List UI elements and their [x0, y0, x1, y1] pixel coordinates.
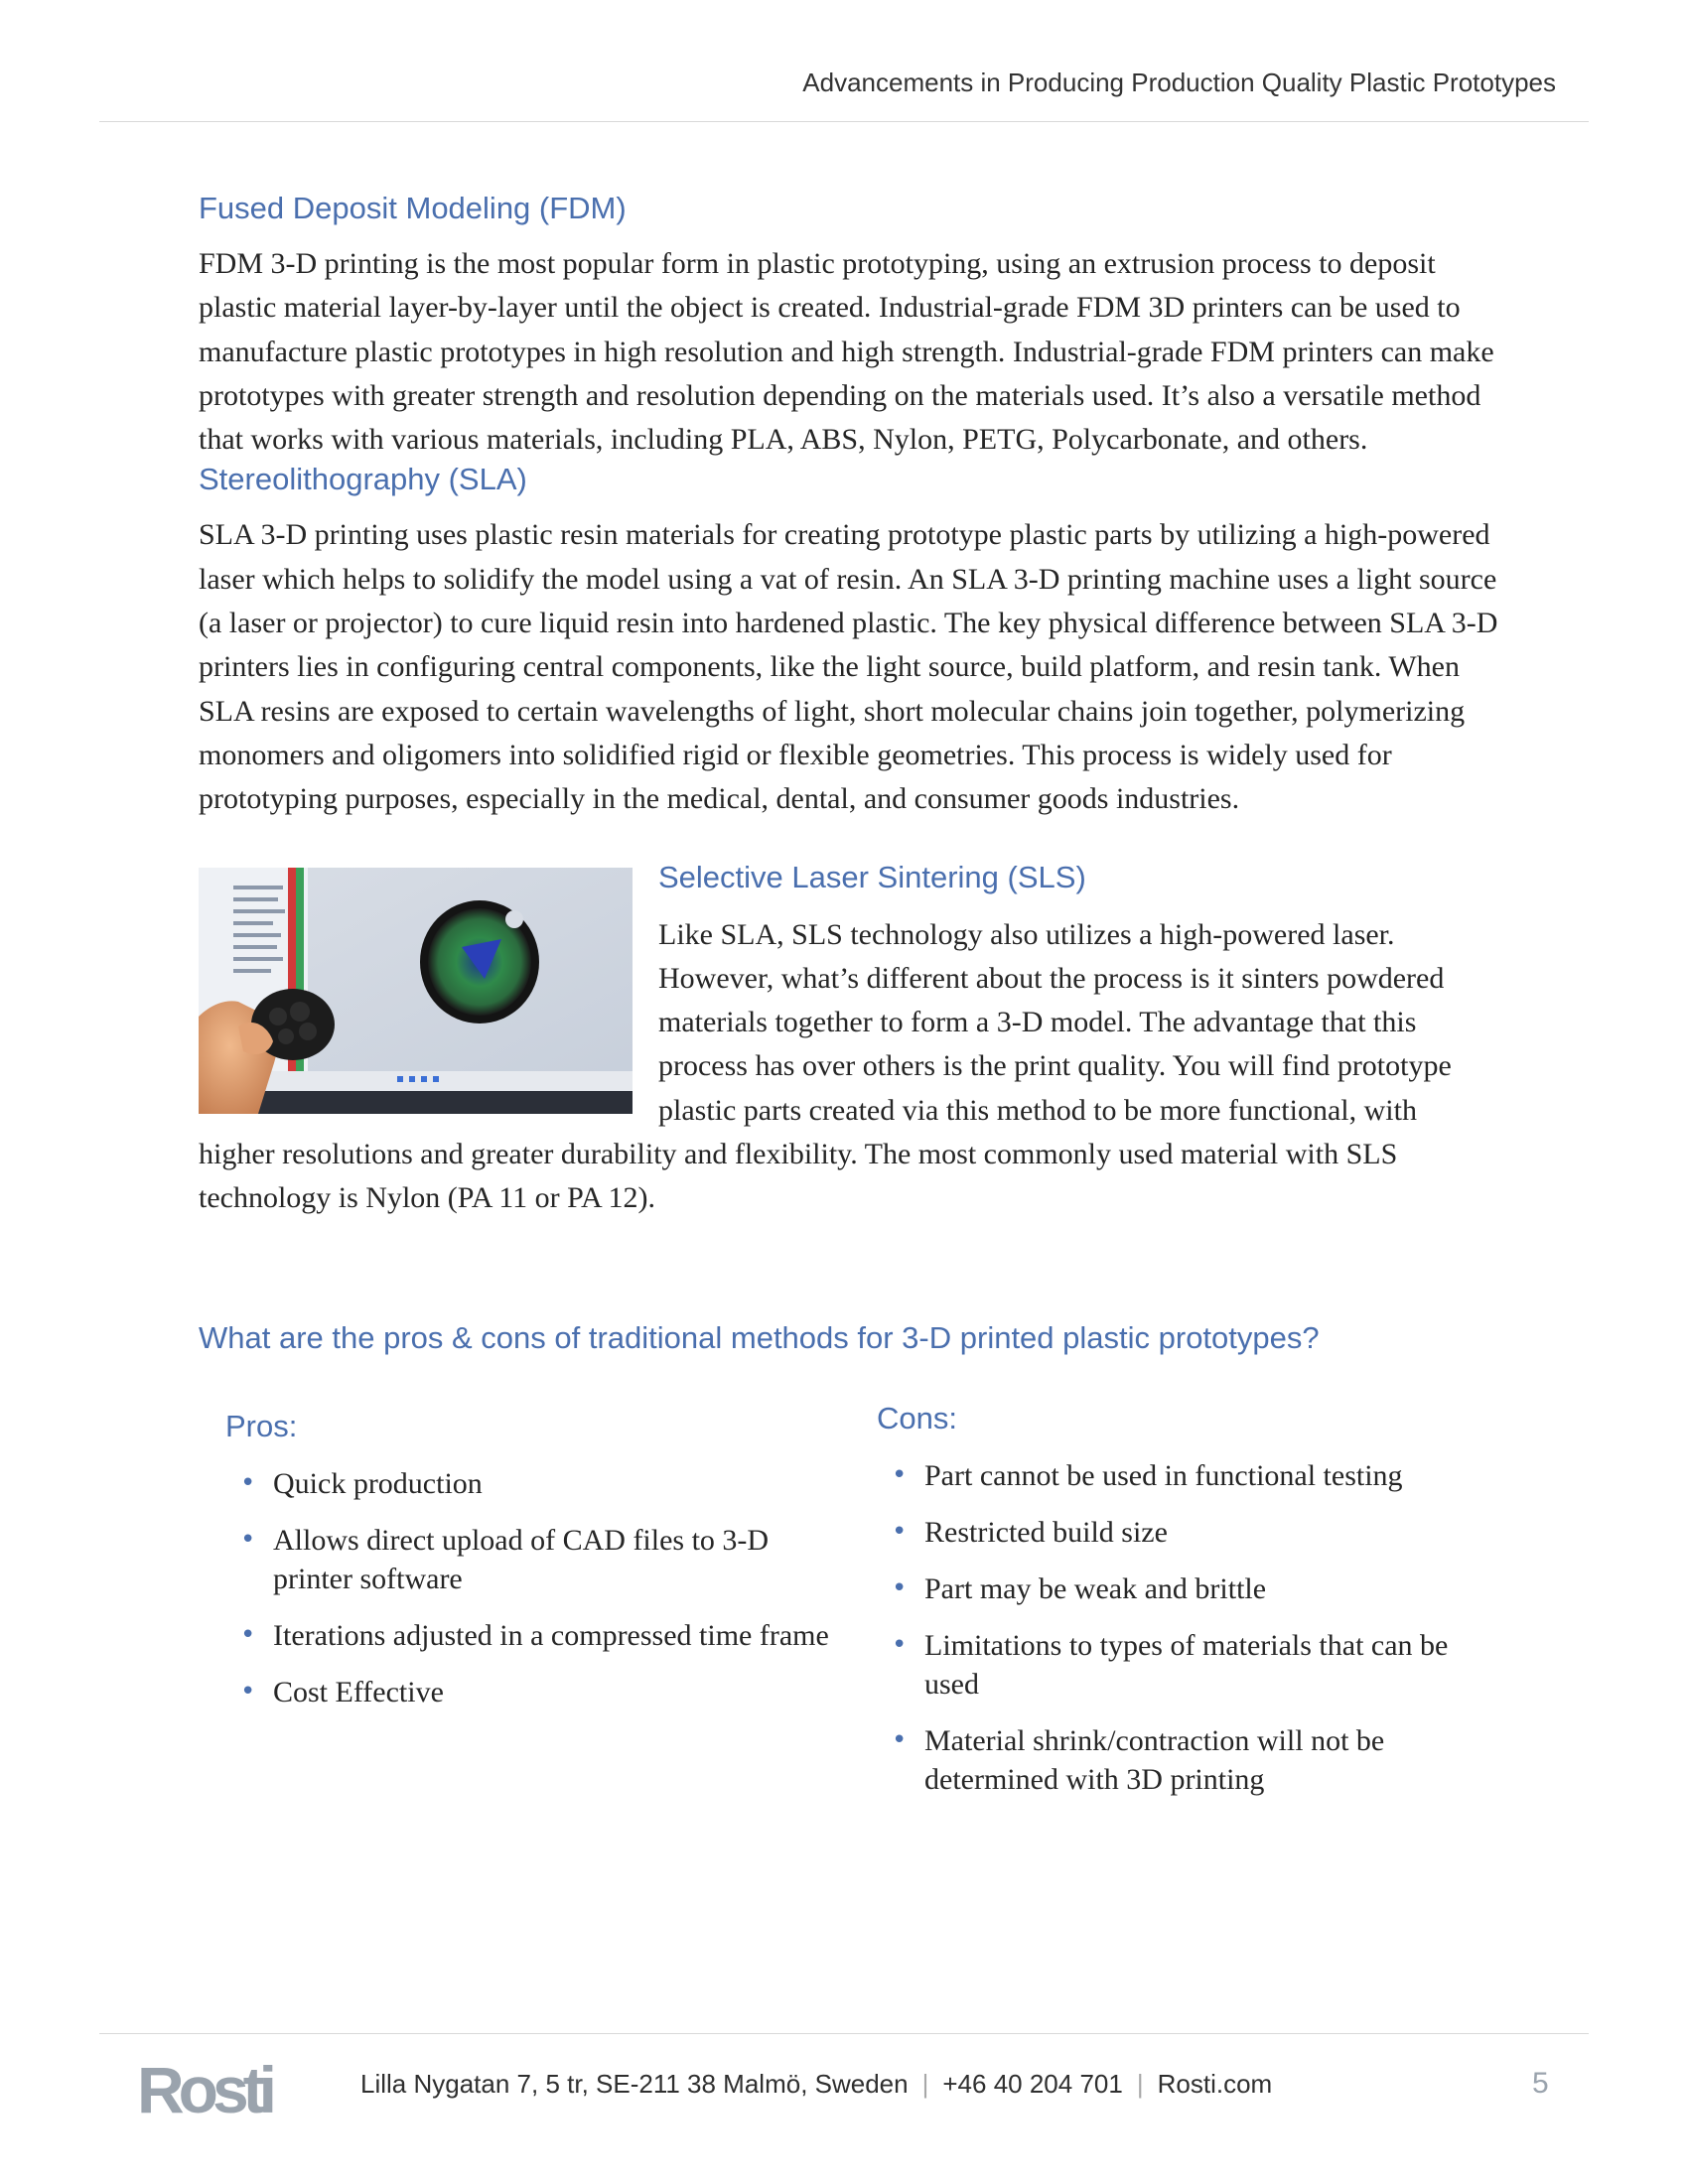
header-divider [99, 121, 1589, 122]
pros-item-text: Quick production [273, 1466, 483, 1500]
main-content [199, 191, 1499, 1872]
cons-item-text: Part cannot be used in functional testing [924, 1458, 1403, 1492]
footer-address: Lilla Nygatan 7, 5 tr, SE-211 38 Malmö, Sweden [360, 2069, 909, 2099]
cons-item-text: Limitations to types of materials that can be used [924, 1628, 1449, 1701]
bullet-icon: • [240, 1467, 256, 1498]
cons-label: Cons: [877, 1400, 957, 1435]
footer-contact [360, 2069, 1272, 2100]
rosti-logo [137, 2053, 276, 2120]
footer-divider [99, 2033, 1589, 2034]
pros-column [225, 1409, 841, 1729]
footer-website-link[interactable]: Rosti.com [1157, 2069, 1273, 2099]
sla-heading: Stereolithography (SLA) [199, 462, 527, 497]
bullet-icon: • [892, 1516, 908, 1547]
bullet-icon: • [240, 1619, 256, 1650]
cons-item-text: Part may be weak and brittle [924, 1571, 1267, 1605]
page-number: 5 [1532, 2067, 1549, 2100]
sls-heading: Selective Laser Sintering (SLS) [658, 859, 1086, 894]
sls-section [199, 860, 1499, 1221]
cons-item-text: Material shrink/contraction will not be determined with 3D printing [924, 1723, 1385, 1796]
pros-item [240, 1464, 841, 1503]
svg-text:Rosti: Rosti [137, 2053, 271, 2120]
pros-item-text: Allows direct upload of CAD files to 3-D printer software [273, 1523, 770, 1595]
bullet-icon: • [892, 1724, 908, 1755]
cons-item [892, 1570, 1473, 1608]
cons-column [877, 1401, 1473, 1817]
cons-item [892, 1456, 1473, 1495]
footer-phone[interactable]: +46 40 204 701 [942, 2069, 1123, 2099]
pros-item-text: Iterations adjusted in a compressed time frame [273, 1618, 829, 1652]
bullet-icon: • [892, 1629, 908, 1660]
cons-item-text: Restricted build size [924, 1515, 1168, 1549]
pros-cons-columns [199, 1356, 1499, 1872]
cons-item [892, 1721, 1473, 1799]
pros-item-text: Cost Effective [273, 1675, 444, 1708]
pros-item [240, 1616, 841, 1655]
sls-paragraph: Like SLA, SLS technology also utilizes a high-powered laser. However, what’s different about the process is it sinters powdered materials together to form a 3-D model. The advantage that this process has over others is the print quality. You will find prototype plastic parts created via this method to be more functional, with higher resolutions and greater durability and flexibility. The most commonly used material with SLS technology is Nylon (PA 11 or PA 12). [199, 917, 1452, 1215]
pros-item [240, 1673, 841, 1711]
sls-photo [199, 868, 633, 1114]
cons-item [892, 1626, 1473, 1704]
footer-separator: | [1136, 2069, 1144, 2099]
bullet-icon: • [892, 1572, 908, 1603]
bullet-icon: • [892, 1459, 908, 1490]
footer-separator: | [921, 2069, 929, 2099]
sla-paragraph: SLA 3-D printing uses plastic resin materials for creating prototype plastic parts by utilizing a high-powered laser which helps to solidify the model using a vat of resin. An SLA 3-D printing machine uses a light source (a laser or projector) to cure liquid resin into hardened plastic. The key physical difference between SLA 3-D printers lies in configuring central components, like the light source, build platform, and resin tank. When SLA resins are exposed to certain wavelengths of light, short molecular chains join together, polymerizing monomers and oligomers into solidified rigid or flexible geometries. This process is widely used for prototyping purposes, especially in the medical, dental, and consumer goods industries. [199, 518, 1498, 816]
pros-label: Pros: [225, 1408, 298, 1443]
fdm-heading: Fused Deposit Modeling (FDM) [199, 191, 627, 225]
cons-list [877, 1456, 1473, 1799]
pros-list [225, 1464, 841, 1711]
fdm-paragraph: FDM 3-D printing is the most popular form in plastic prototyping, using an extrusion process to deposit plastic material layer-by-layer until the object is created. Industrial-grade FDM 3D printers can be used to manufacture plastic prototypes in high resolution and high strength. Industrial-grade FDM printers can make prototypes with greater strength and resolution depending on the materials used. It’s also a versatile method that works with various materials, including PLA, ABS, Nylon, PETG, Polycarbonate, and others. [199, 247, 1494, 457]
pros-cons-heading: What are the pros & cons of traditional methods for 3-D printed plastic prototypes? [199, 1319, 1320, 1355]
pros-item [240, 1521, 841, 1598]
running-header-title: Advancements in Producing Production Quality Plastic Prototypes [802, 68, 1556, 97]
bullet-icon: • [240, 1676, 256, 1706]
bullet-icon: • [240, 1524, 256, 1555]
cons-item [892, 1513, 1473, 1552]
